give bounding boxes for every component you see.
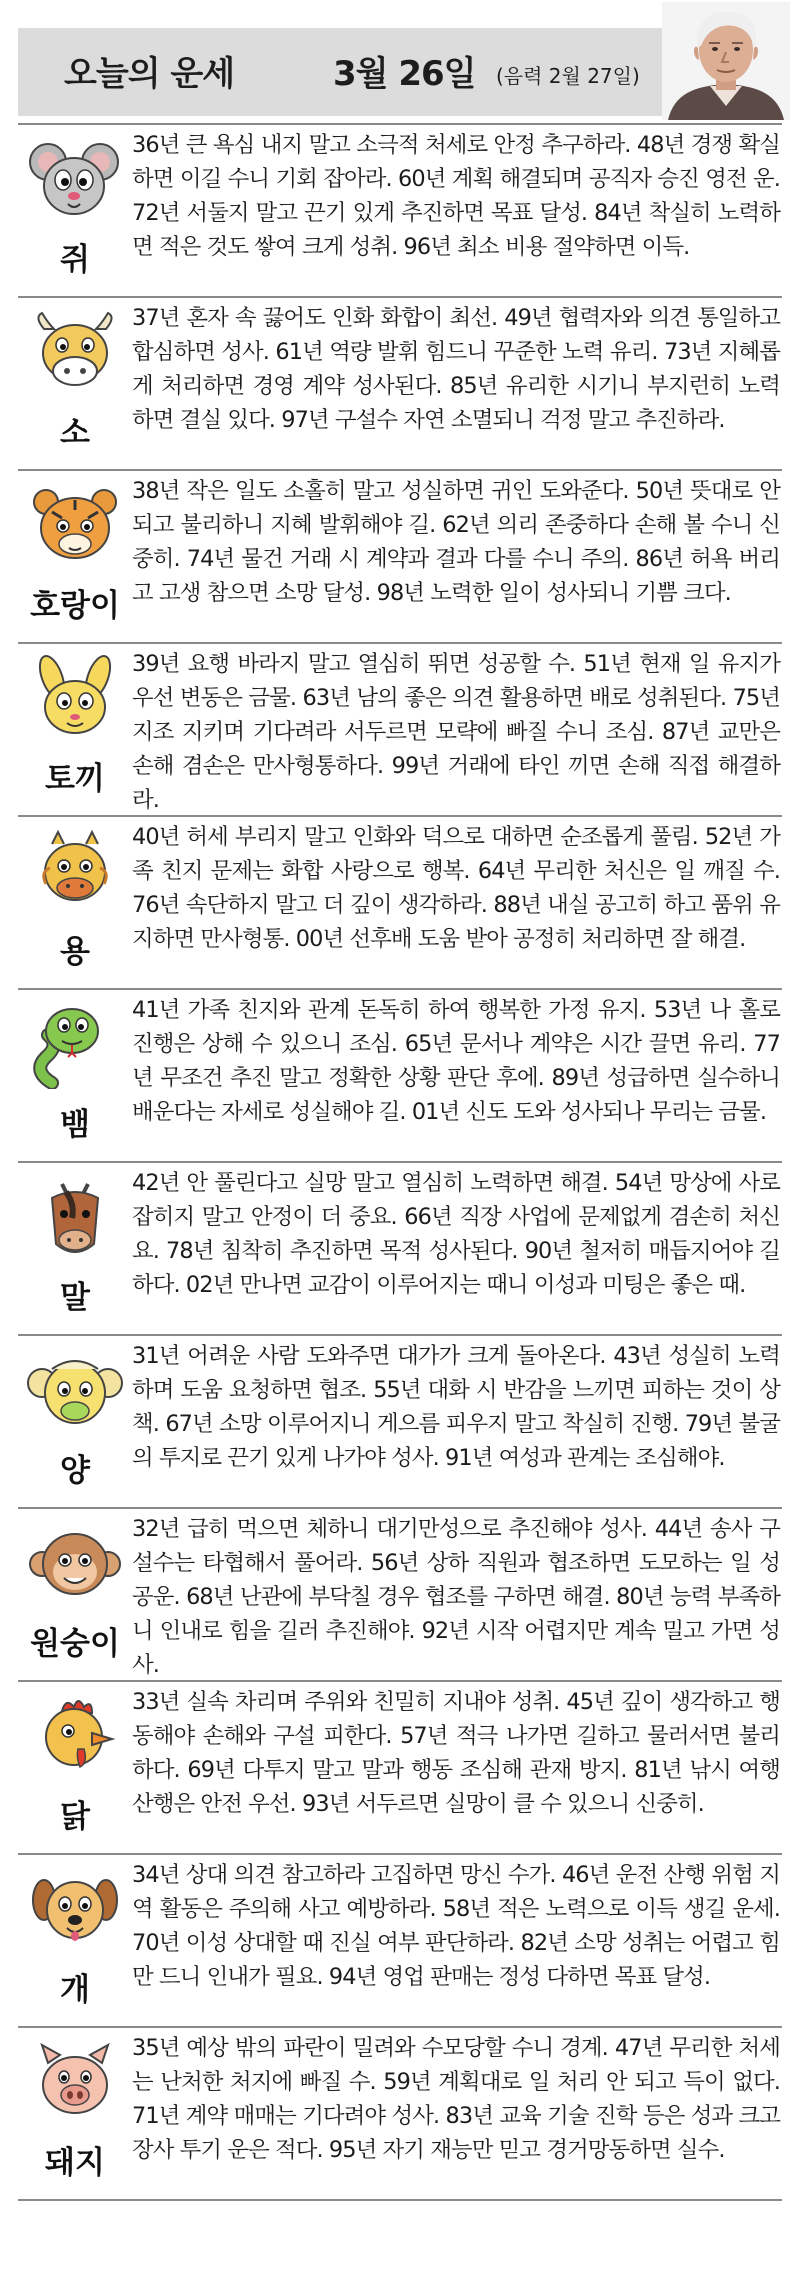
animal-name: 토끼 (45, 761, 105, 797)
monkey-icon (22, 1520, 128, 1608)
animal-name: 말 (60, 1280, 90, 1316)
fortune-text: 35년 예상 밖의 파란이 밀려와 수모당할 수니 경계. 47년 무리한 처세는 난처한 처지에 빠질 수. 59년 계획대로 일 처리 안 되고 득이 없다. 71년 계약 매매는 기다려야 성사. 83년 교육 기술 진학 등은 성과 크고 장사 투기 운은 적다. 95년 자기 재능만 믿고 경거망동하면 실수. (132, 2035, 780, 2163)
fortune-text: 36년 큰 욕심 내지 말고 소극적 처세로 안정 추구하라. 48년 경쟁 확실하면 이길 수니 기회 잡아라. 60년 계획 해결되며 공직자 승진 영전 운. 72년 서둘지 말고 끈기 있게 추진하면 목표 달성. 84년 착실히 노력하면 적은 것도 쌓여 크게 성취. 96년 최소 비용 절약하면 이득. (132, 132, 780, 260)
fortune-text: 33년 실속 차리며 주위와 친밀히 지내야 성취. 45년 깊이 생각하고 행동해야 손해와 구설 피한다. 57년 적극 나가면 길하고 물러서면 불리하다. 69년 다투지 말고 말과 행동 조심해 관재 방지. 81년 낚시 여행 산행은 안전 우선. 93년 서두르면 실망이 클 수 있으니 신중히. (132, 1689, 780, 1817)
dragon-icon (22, 828, 128, 916)
page-title: 오늘의 운세 (64, 54, 235, 94)
date-label: 3월 26일 (333, 54, 476, 94)
dog-icon (22, 1866, 128, 1954)
animal-name: 뱀 (60, 1107, 90, 1143)
animal-name: 개 (60, 1972, 90, 2008)
sheep-icon (22, 1347, 128, 1435)
ox-icon (22, 309, 128, 397)
animal-name: 양 (60, 1453, 90, 1489)
fortune-text: 38년 작은 일도 소홀히 말고 성실하면 귀인 도와준다. 50년 뜻대로 안 되고 불리하니 지혜 발휘해야 길. 62년 의리 존중하다 손해 볼 수니 신중히. 74년 물건 거래 시 계약과 결과 다를 수니 주의. 86년 허욕 버리고 고생 참으면 소망 달성. 98년 노력한 일이 성사되니 기쁨 크다. (132, 478, 780, 606)
animal-name: 소 (60, 415, 90, 451)
fortune-row-ox (18, 297, 782, 469)
fortune-row-rabbit (18, 643, 782, 815)
animal-name: 쥐 (60, 242, 90, 278)
fortune-row-pig (18, 2027, 782, 2199)
fortune-text: 41년 가족 친지와 관계 돈독히 하여 행복한 가정 유지. 53년 나 홀로 진행은 상해 수 있으니 조심. 65년 문서나 계약은 시간 끌면 유리. 77년 무조건 추진 말고 정확한 상황 판단 후에. 89년 성급하면 실수하니 배운다는 자세로 성실해야 길. 01년 신도 도와 성사되나 무리는 금물. (132, 997, 780, 1125)
fortune-text: 39년 요행 바라지 말고 열심히 뛰면 성공할 수. 51년 현재 일 유지가 우선 변동은 금물. 63년 남의 좋은 의견 활용하면 배로 성취된다. 75년 지조 지키며 기다려라 서두르면 모략에 빠질 수니 조심. 87년 교만은 손해 겸손은 만사형통하다. 99년 거래에 타인 끼면 손해 직접 해결하라. (132, 651, 780, 813)
fortune-row-rat (18, 124, 782, 296)
animal-name: 용 (60, 934, 90, 970)
fortune-text: 37년 혼자 속 끓어도 인화 화합이 최선. 49년 협력자와 의견 통일하고 합심하면 성사. 61년 역량 발휘 힘드니 꾸준한 노력 유리. 73년 지혜롭게 처리하면 경영 계약 성사된다. 85년 유리한 시기니 부지런히 노력하면 결실 있다. 97년 구설수 자연 소멸되니 걱정 말고 추진하라. (132, 305, 780, 433)
fortune-row-rooster (18, 1681, 782, 1853)
fortune-row-sheep (18, 1335, 782, 1507)
fortune-text: 34년 상대 의견 참고하라 고집하면 망신 수가. 46년 운전 산행 위험 지역 활동은 주의해 사고 예방하라. 58년 적은 노력으로 이득 생길 운세. 70년 이성 상대할 때 진실 여부 판단하라. 82년 소망 성취는 어렵고 힘만 드니 인내가 필요. 94년 영업 판매는 정성 다하면 목표 달성. (132, 1862, 780, 1990)
fortune-row-tiger (18, 470, 782, 642)
animal-name: 돼지 (45, 2145, 105, 2181)
fortune-text: 40년 허세 부리지 말고 인화와 덕으로 대하면 순조롭게 풀림. 52년 가족 친지 문제는 화합 사랑으로 행복. 64년 무리한 처신은 일 깨질 수. 76년 속단하지 말고 더 깊이 생각하라. 88년 내실 공고히 하고 품위 유지하면 만사형통. 00년 선후배 도움 받아 공정히 처리하면 잘 해결. (132, 824, 780, 952)
fortune-row-horse (18, 1162, 782, 1334)
lunar-date-label: (음력 2월 27일) (496, 64, 640, 88)
rat-icon (22, 136, 128, 224)
fortune-row-snake (18, 989, 782, 1161)
rabbit-icon (22, 655, 128, 743)
animal-name: 닭 (60, 1799, 90, 1835)
horse-icon (22, 1174, 128, 1262)
fortune-row-dog (18, 1854, 782, 2026)
fortune-text: 42년 안 풀린다고 실망 말고 열심히 노력하면 해결. 54년 망상에 사로잡히지 말고 안정이 더 중요. 66년 직장 사업에 문제없게 겸손히 처신요. 78년 침착히 추진하면 목적 성사된다. 90년 철저히 매듭지어야 길하다. 02년 만나면 교감이 이루어지는 때니 이성과 미팅은 좋은 때. (132, 1170, 780, 1298)
animal-name: 호랑이 (30, 588, 120, 624)
rooster-icon (22, 1693, 128, 1781)
pig-icon (22, 2039, 128, 2127)
section-divider (18, 2199, 782, 2201)
fortune-row-monkey (18, 1508, 782, 1680)
tiger-icon (22, 482, 128, 570)
header-banner (18, 28, 738, 116)
fortune-text: 31년 어려운 사람 도와주면 대가가 크게 돌아온다. 43년 성실히 노력하며 도움 요청하면 협조. 55년 대화 시 반감을 느끼면 피하는 것이 상책. 67년 소망 이루어지니 게으름 피우지 말고 착실히 진행. 79년 불굴의 투지로 끈기 있게 나가야 성사. 91년 여성과 관계는 조심해야. (132, 1343, 780, 1471)
snake-icon (22, 1001, 128, 1089)
fortune-text: 32년 급히 먹으면 체하니 대기만성으로 추진해야 성사. 44년 송사 구설수는 타협해서 풀어라. 56년 상하 직원과 협조하면 도모하는 일 성공운. 68년 난관에 부닥칠 경우 협조를 구하면 해결. 80년 능력 부족하니 인내로 힘을 길러 추진해야. 92년 시작 어렵지만 계속 밀고 가면 성사. (132, 1516, 780, 1678)
author-portrait (662, 2, 790, 120)
fortune-row-dragon (18, 816, 782, 988)
animal-name: 원숭이 (30, 1626, 120, 1662)
